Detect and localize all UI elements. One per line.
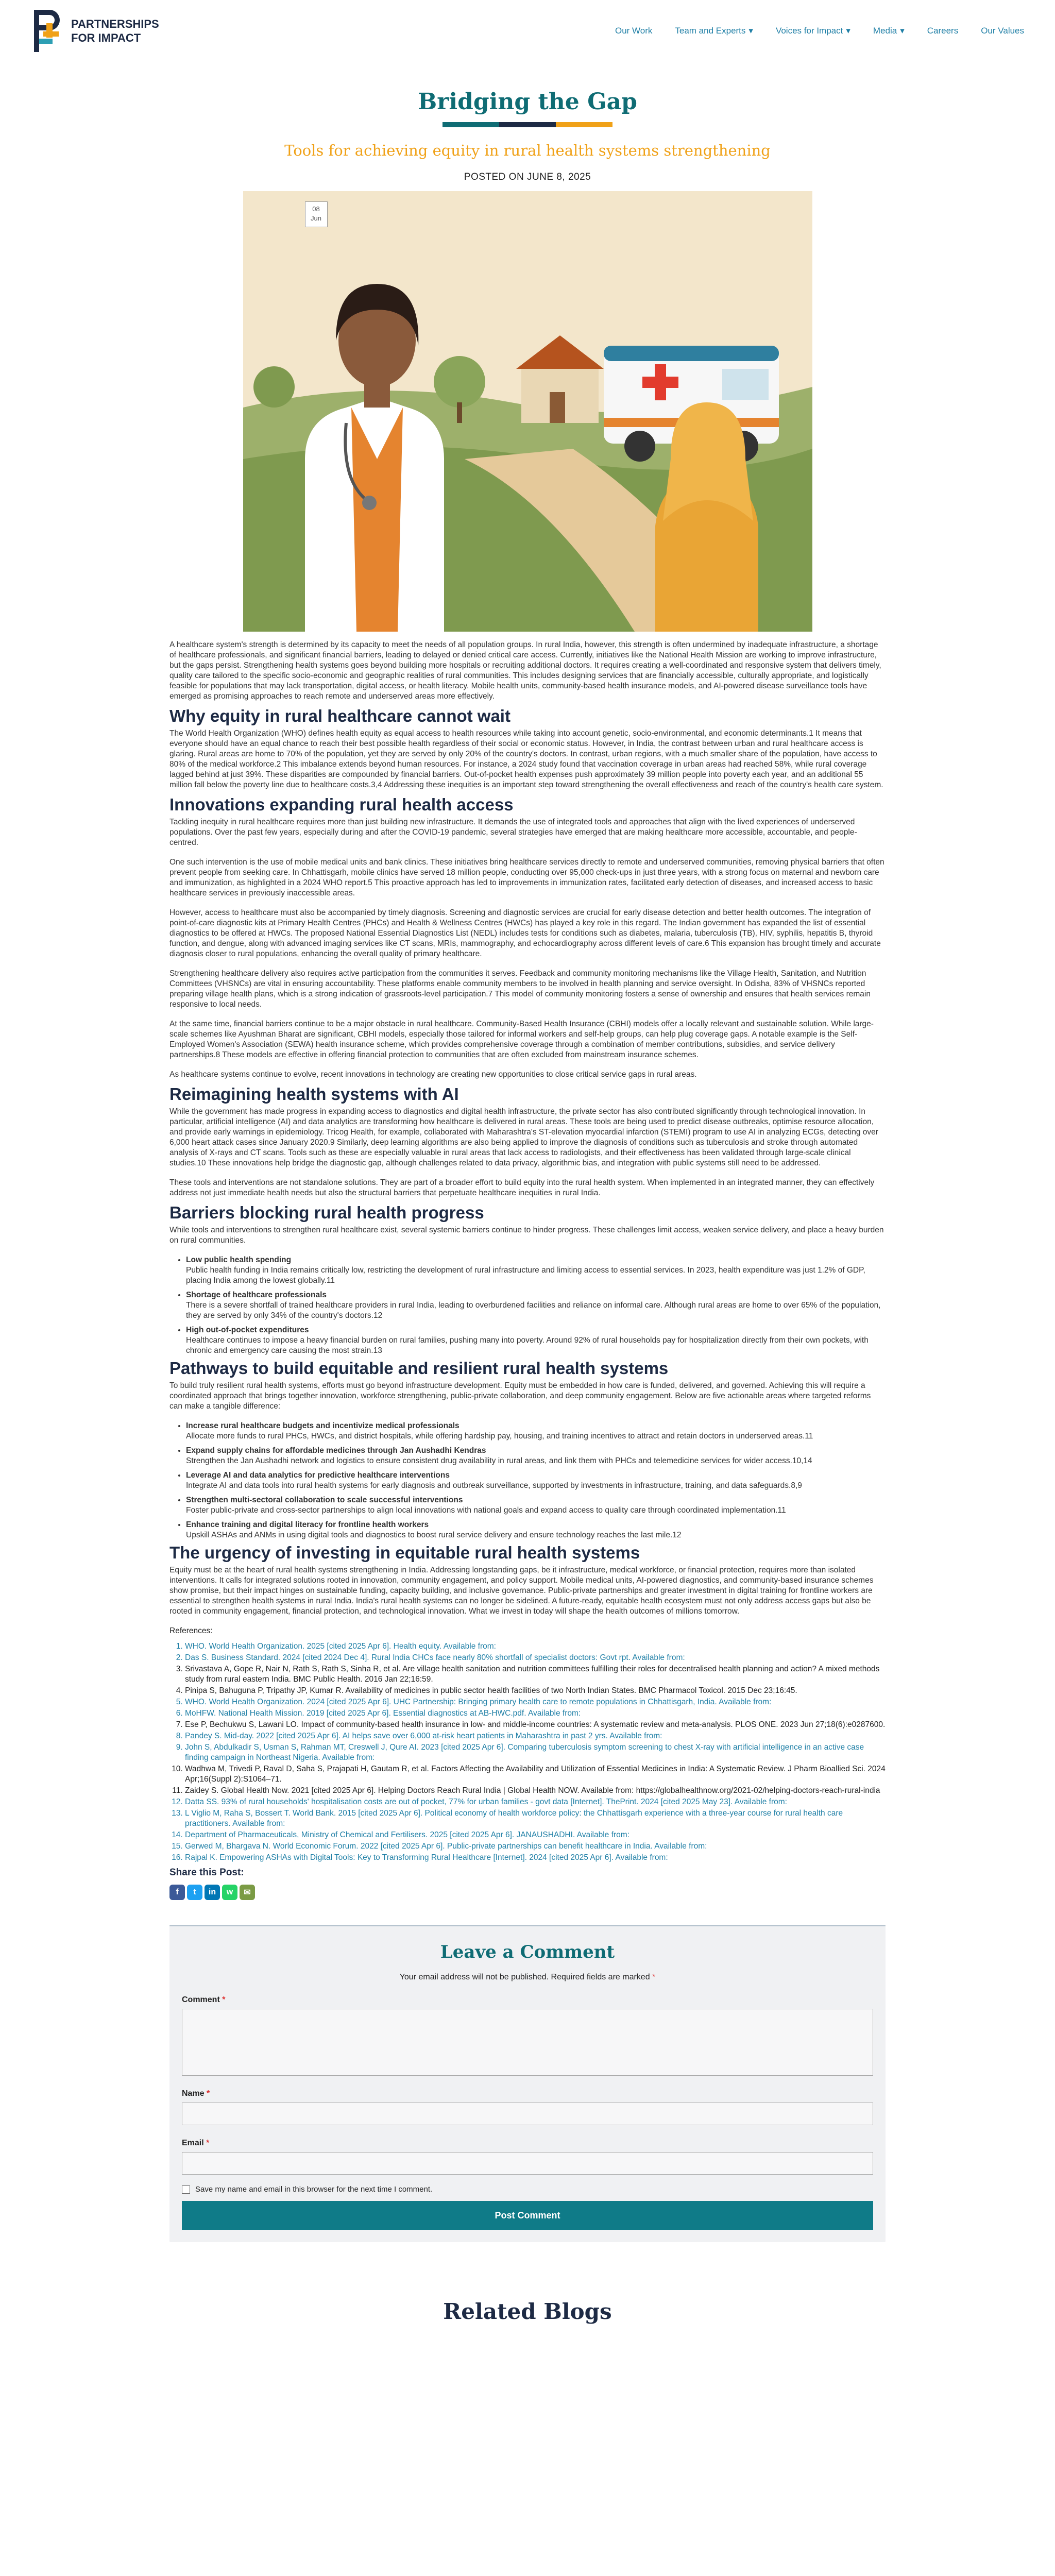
linkedin-icon[interactable]: in: [205, 1885, 220, 1900]
save-info-row: [182, 2185, 873, 2194]
list-item-title: • Low public health spending: [186, 1256, 292, 1264]
reference-item[interactable]: 12. Datta SS. 93% of rural households' hospitalisation costs are out of pocket, 77% for urban families - govt data [Internet]. ThePrint. 2024 [cited 2025 May 23]. Available from:: [185, 1797, 886, 1807]
paragraph: Strengthening healthcare delivery also requires active participation from the communities it serves. Feedback and community monitoring mechanisms like the Village Health, Sanitation, and Nutrition Committees (VHSNCs) are vital in ensuring accountability. These platforms enable community members to be involved in health planning and service oversight. In Odisha, 83% of VHSNCs reported preparing village health plans, which is a strong indication of grassroots-level participation.7 This model of community monitoring fosters a sense of ownership and ensures that health services remain responsive to local needs.: [169, 969, 871, 1009]
paragraph: As healthcare systems continue to evolve, recent innovations in technology are creating new opportunities to close critical service gaps in rural areas.: [169, 1070, 697, 1079]
date-badge-month: Jun: [311, 214, 321, 222]
name-label: [182, 2089, 873, 2098]
list-item-title: • Leverage AI and data analytics for predictive healthcare interventions: [186, 1471, 450, 1480]
rural-health-illustration: [243, 191, 812, 632]
list-item-text: Healthcare continues to impose a heavy financial burden on rural families, pushing many into poverty. Around 92% of rural households pay for hospitalization directly from their own pockets, with chronic and emergency care causing the most strain.13: [186, 1336, 869, 1355]
comment-title: Leave a Comment: [440, 1942, 615, 1962]
site-header: [0, 0, 1055, 62]
paragraph: While tools and interventions to strengthen rural healthcare exist, several systemic barriers continue to hinder progress. These challenges limit access, weaken service delivery, and place a heavy burden on rural communities.: [169, 1226, 884, 1245]
comment-form: [169, 1925, 886, 2242]
p4i-logo-icon: [31, 8, 64, 54]
list-item: [186, 1495, 886, 1516]
email-label: [182, 2139, 873, 2148]
nav-label: Voices for Impact: [775, 26, 843, 36]
list-item: [186, 1255, 886, 1286]
section-heading: Why equity in rural healthcare cannot wait: [169, 706, 511, 725]
logo-line2: FOR IMPACT: [71, 31, 141, 44]
paragraph: Tackling inequity in rural healthcare requires more than just building new infrastructure. It demands the use of integrated tools and approaches that align with the lived experiences of underserved populations. Over the past few years, especially during and after the COVID-19 pandemic, several strategies have emerged that are making healthcare more accessible, accountable, and people-centred.: [169, 818, 857, 847]
site-logo[interactable]: [31, 8, 159, 54]
list-item: [186, 1290, 886, 1321]
references: [169, 1626, 886, 1863]
article-body: [169, 640, 886, 1617]
save-info-label: Save my name and email in this browser for the next time I comment.: [195, 2185, 433, 2194]
reference-item[interactable]: 2. Das S. Business Standard. 2024 [cited 2024 Dec 4]. Rural India CHCs face nearly 80% shortfall of specialist doctors: Govt rpt. Available from:: [185, 1653, 886, 1663]
paragraph: At the same time, financial barriers continue to be a major obstacle in rural healthcare. Community-Based Health Insurance (CBHI) models offer a locally relevant and sustainable solution. While large-scale schemes like Ayushman Bharat are significant, CBHI models, especially those tailored for informal workers and self-help groups, can help plug coverage gaps. A notable example is the Self-Employed Women's Association (SEWA) health insurance scheme, which provides comprehensive coverage through a combination of member contributions, subsidies, and service delivery partnerships.8 These models are effective in offering financial protection to communities that are often excluded from mainstream insurance schemes.: [169, 1020, 874, 1059]
nav-label: Media: [873, 26, 897, 36]
list-item-title: • Strengthen multi-sectoral collaboration to scale successful interventions: [186, 1496, 463, 1504]
required-mark: *: [206, 2139, 210, 2147]
chevron-down-icon: ▾: [846, 26, 850, 36]
references-label: References:: [169, 1626, 213, 1635]
list-item: [186, 1520, 886, 1540]
date-badge: [305, 201, 328, 227]
references-list: [185, 1641, 886, 1863]
save-info-checkbox[interactable]: [182, 2185, 190, 2194]
reference-item[interactable]: 1. WHO. World Health Organization. 2025 [cited 2025 Apr 6]. Health equity. Available from:: [185, 1641, 886, 1652]
list-item: [186, 1325, 886, 1356]
comment-note: [182, 1973, 873, 1982]
barriers-list: [186, 1255, 886, 1356]
list-item-text: There is a severe shortfall of trained healthcare providers in rural India, leading to overburdened facilities and reliance on informal care. Although rural areas are home to over 65% of the population, they are served by only 34% of the country's doctors.12: [186, 1301, 881, 1320]
hero-illustration: [243, 191, 812, 632]
paragraph: However, access to healthcare must also be accompanied by timely diagnosis. Screening and diagnostic services are crucial for early disease detection and better health outcomes. The integration of point-of-care diagnostic kits at Primary Health Centres (PHCs) and Health & Wellness Centres (HWCs) has played a key role in this regard. The Indian government has expanded the list of essential diagnostics to be offered at HWCs. The proposed National Essential Diagnostics List (NEDL) includes tests for conditions such as diabetes, malaria, tuberculosis (TB), HIV, syphilis, hepatitis B, thyroid function, and dengue, along with advanced imaging services like CT scans, MRIs, mammography, and echocardiography across different levels of care.6 This expansion has brought timely and accurate diagnosis closer to rural populations, enhancing the overall quality of primary healthcare.: [169, 908, 881, 958]
nav-label: Team and Experts: [675, 26, 746, 36]
reference-item[interactable]: 16. Rajpal K. Empowering ASHAs with Digital Tools: Key to Transforming Rural Healthcare [Internet]. 2024 [cited 2025 Apr 6]. Available from:: [185, 1853, 886, 1863]
required-mark: *: [222, 1995, 226, 2004]
article-container: [169, 89, 886, 2324]
chevron-down-icon: ▾: [748, 26, 753, 36]
list-item-title: • Expand supply chains for affordable medicines through Jan Aushadhi Kendras: [186, 1446, 486, 1455]
reference-item[interactable]: 14. Department of Pharmaceuticals, Ministry of Chemical and Fertilisers. 2025 [cited 2025 Apr 6]. JANAUSHADHI. Available from:: [185, 1830, 886, 1840]
nav-label: Our Work: [615, 26, 653, 36]
list-item-text: Foster public-private and cross-sector partnerships to align local innovations with national goals and expand access to quality care through coordinated implementation.11: [186, 1506, 786, 1515]
page-subtitle: Tools for achieving equity in rural health systems strengthening: [284, 142, 771, 159]
required-mark: *: [207, 2089, 210, 2098]
list-item: [186, 1470, 886, 1491]
nav-our-values[interactable]: [981, 26, 1024, 36]
nav-team-and-experts[interactable]: [675, 26, 753, 36]
reference-item[interactable]: 13. L Viglio M, Raha S, Bossert T. World Bank. 2015 [cited 2025 Apr 6]. Political economy of health workforce policy: the Chhattisgarh experience with a three-year course for rural health care practitioners. Available from:: [185, 1808, 886, 1829]
list-item: [186, 1421, 886, 1442]
list-item-text: Strengthen the Jan Aushadhi network and logistics to ensure consistent drug availability in rural areas, and link them with PHCs and telemedicine services for wider access.10,14: [186, 1456, 812, 1465]
pathways-list: [186, 1421, 886, 1540]
list-item-text: Allocate more funds to rural PHCs, HWCs, and district hospitals, while offering hardship pay, housing, and training incentives to attract and retain doctors in underserved areas.11: [186, 1432, 813, 1440]
section-heading: The urgency of investing in equitable rural health systems: [169, 1543, 640, 1562]
paragraph: The World Health Organization (WHO) defines health equity as equal access to health resources while taking into account genetic, socio-environmental, and economic determinants.1 It means that everyone should have an equal chance to reach their best possible health regardless of their social or economic status. However, in India, the contrast between urban and rural healthcare access is glaring. Rural areas are home to 70% of the population, yet they are served by only 20% of the country's doctors. In contrast, urban regions, with a much smaller share of the population, have access to 80% of the medical workforce.2 This imbalance extends beyond human resources. For instance, a 2024 study found that vaccination coverage in urban areas had reached 58%, while rural coverage lagged behind at just 39%. These disparities are compounded by financial barriers. Out-of-pocket health expenses push approximately 39 million people into poverty each year, and an additional 55 million fall below the poverty line due to healthcare costs.3,4 Addressing these inequities is an important step toward strengthening the overall effectiveness and reach of the country's health care system.: [169, 729, 883, 789]
logo-line1: PARTNERSHIPS: [71, 18, 159, 30]
post-comment-button[interactable]: Post Comment: [182, 2201, 873, 2230]
section-heading: Innovations expanding rural health access: [169, 795, 514, 814]
share-icons: [169, 1885, 886, 1900]
reference-item: 11. Zaidey S. Global Health Now. 2021 [cited 2025 Apr 6]. Helping Doctors Reach Rural India | Global Health NOW. Available from: https://globalhealthnow.org/2021-02/helping-doctors-reach-rural-india: [185, 1786, 886, 1796]
email-icon[interactable]: ✉: [240, 1885, 255, 1900]
section-heading: Reimagining health systems with AI: [169, 1084, 459, 1104]
name-input[interactable]: [182, 2103, 873, 2125]
list-item-title: • Shortage of healthcare professionals: [186, 1291, 327, 1299]
comment-label-text: Comment: [182, 1995, 220, 2004]
reference-item[interactable]: 5. WHO. World Health Organization. 2024 [cited 2025 Apr 6]. UHC Partnership: Bringing primary health care to remote populations in Chhattisgarh, India. Available from:: [185, 1697, 886, 1707]
section-heading: Barriers blocking rural health progress: [169, 1203, 484, 1222]
list-item-text: Upskill ASHAs and ANMs in using digital tools and diagnostics to boost rural service delivery and ensure technology reaches the last mile.12: [186, 1531, 682, 1539]
paragraph: While the government has made progress in expanding access to diagnostics and digital health infrastructure, the private sector has also contributed significantly through technological innovation. In particular, artificial intelligence (AI) and data analytics are transforming how healthcare is delivered in rural areas. These tools are being used to predict disease outbreaks, optimise resource allocation, and provide early warnings in epidemiology. Tricog Health, for example, collaborated with Maharashtra's ST-elevation myocardial infarction (STEMI) program to use AI in analyzing ECGs, detecting over 6,000 heart attack cases since January 2020.9 Similarly, deep learning algorithms are also being applied to improve the diagnosis of conditions such as tuberculosis and stroke through automated analysis of X-rays and CT scans. Tools such as these are especially valuable in rural areas that lack access to radiologists, and their effectiveness has been validated through large-scale clinical studies.10 These innovations help bridge the diagnostic gap, although challenges related to data privacy, algorithmic bias, and integration with public systems still need to be addressed.: [169, 1107, 878, 1167]
whatsapp-icon[interactable]: w: [222, 1885, 237, 1900]
required-mark: *: [652, 1973, 656, 1981]
section-heading: Pathways to build equitable and resilient rural health systems: [169, 1359, 669, 1378]
reference-item: 7. Ese P, Bechukwu S, Lawani LO. Impact of community-based health insurance in low- and middle-income countries: A systematic review and meta-analysis. PLOS ONE. 2023 Jun 27;18(6):e0287600.: [185, 1720, 886, 1730]
reference-item: 4. Pinipa S, Bahuguna P, Tripathy JP, Kumar R. Availability of medicines in public sector health facilities of two North Indian States. BMC Pharmacol Toxicol. 2015 Dec 23;16:45.: [185, 1686, 886, 1696]
nav-media[interactable]: [873, 26, 905, 36]
list-item-text: Public health funding in India remains critically low, restricting the development of rural infrastructure and limiting access to essential services. In 2023, health expenditure was just 1.2% of GDP, placing India among the lowest globally.11: [186, 1266, 865, 1285]
intro-paragraph: A healthcare system's strength is determined by its capacity to meet the needs of all population groups. In rural India, however, this strength is often undermined by inadequate infrastructure, a shortage of healthcare professionals, and significant financial barriers, leading to delayed or denied critical care access. Currently, initiatives like the National Health Mission are working to improve infrastructure, but the gaps persist. Strengthening health systems goes beyond building more hospitals or recruiting additional doctors. It requires creating a well-coordinated and responsive system that delivers timely, quality care tailored to the specific socio-economic and geographic realities of rural communities. This includes designing services that are financially accessible, culturally appropriate, and logistically feasible for populations that may lack transportation, digital access, or health literacy. Mobile health units, community-based health insurance models, and AI-powered disease surveillance tools have emerged as promising approaches to reach remote and underserved areas more effectively.: [169, 640, 881, 701]
list-item-title: • Enhance training and digital literacy for frontline health workers: [186, 1520, 429, 1529]
related-blogs-title: Related Blogs: [443, 2299, 612, 2324]
reference-item[interactable]: 9. John S, Abdulkadir S, Usman S, Rahman MT, Creswell J, Qure AI. 2023 [cited 2025 Apr 6]. Comparing tuberculosis symptom screening to chest X-ray with artificial intelligence in an active case finding campaign in Northeast Nigeria. Available from:: [185, 1742, 886, 1763]
list-item-text: Integrate AI and data tools into rural health systems for early diagnosis and outbreak surveillance, supported by investments in infrastructure, training, and data safeguards.8,9: [186, 1481, 802, 1490]
nav-label: Careers: [927, 26, 959, 36]
posted-date: POSTED ON JUNE 8, 2025: [464, 172, 591, 182]
share-label: Share this Post:: [169, 1867, 244, 1878]
name-label-text: Name: [182, 2089, 205, 2098]
title-underline: [169, 122, 886, 127]
nav-label: Our Values: [981, 26, 1024, 36]
chevron-down-icon: ▾: [900, 26, 905, 36]
comment-textarea[interactable]: [182, 2009, 873, 2076]
email-input[interactable]: [182, 2152, 873, 2175]
paragraph: To build truly resilient rural health systems, efforts must go beyond infrastructure development. Equity must be embedded in how care is funded, delivered, and governed. Achieving this will require a coordinated approach that brings together innovation, workforce strengthening, public-private collaboration, and deep community engagement. Below are five actionable areas where targeted reforms can make a tangible difference:: [169, 1381, 871, 1411]
nav-careers[interactable]: [927, 26, 958, 36]
nav-our-work[interactable]: [615, 26, 652, 36]
facebook-icon[interactable]: f: [169, 1885, 185, 1900]
paragraph: Equity must be at the heart of rural health systems strengthening in India. Addressing longstanding gaps, be it infrastructure, medical workforce, or financial protection, requires more than isolated interventions. It calls for integrated solutions rooted in innovation, community engagement, and policy support. Mobile medical units, AI-powered diagnostics, and community-based insurance schemes show promise, but their impact hinges on sustainable funding, capacity building, and inclusive governance. Public-private partnerships and greater investment in digital training for frontline workers are essential to strengthen health systems in rural India. India's rural health systems can no longer be sidelined. A future-ready, equitable health ecosystem must not only address access gaps but also be rooted in community engagement, financial protection, and technological innovation. What we invest in today will shape the health outcomes of millions tomorrow.: [169, 1566, 874, 1616]
reference-item: 10. Wadhwa M, Trivedi P, Raval D, Saha S, Prajapati H, Gautam R, et al. Factors Affecting the Availability and Utilization of Essential Medicines in India: A Systematic Review. J Pharm Bioallied Sci. 2024 Apr;16(Suppl 2):S1064–71.: [185, 1764, 886, 1785]
list-item: [186, 1446, 886, 1466]
list-item-title: • Increase rural healthcare budgets and incentivize medical professionals: [186, 1421, 460, 1430]
email-label-text: Email: [182, 2139, 204, 2147]
reference-item[interactable]: 8. Pandey S. Mid-day. 2022 [cited 2025 Apr 6]. AI helps save over 6,000 at-risk heart patients in Maharashtra in past 2 yrs. Available from:: [185, 1731, 886, 1741]
date-badge-day: 08: [312, 205, 320, 213]
nav-voices-for-impact[interactable]: [776, 26, 850, 36]
comment-label: [182, 1995, 873, 2005]
main-nav: [615, 26, 1024, 36]
twitter-icon[interactable]: t: [187, 1885, 202, 1900]
comment-note-text: Your email address will not be published. Required fields are marked: [399, 1973, 650, 1981]
reference-item: 3. Srivastava A, Gope R, Nair N, Rath S, Rath S, Sinha R, et al. Are village health sanitation and nutrition committees fulfilling their roles for decentralised health planning and action? A mixed methods study from rural eastern India. BMC Public Health. 2016 Jan 22;16:59.: [185, 1664, 886, 1685]
paragraph: These tools and interventions are not standalone solutions. They are part of a broader effort to build equity into the rural health system. When implemented in an integrated manner, they can effectively address not just immediate health needs but also the structural barriers that perpetuate healthcare inequities in rural India.: [169, 1178, 875, 1197]
paragraph: One such intervention is the use of mobile medical units and bank clinics. These initiatives bring healthcare services directly to remote and underserved communities, removing physical barriers that often prevent people from seeking care. In Chhattisgarh, mobile clinics have served 18 million people, conducting over 95,000 check-ups in just three years, with a strong focus on maternal and newborn care and immunization, as highlighted in a 2024 WHO report.5 This proactive approach has led to improvements in immunization rates, facilitated early detection of diseases, and increased access to basic healthcare services in previously inaccessible areas.: [169, 858, 884, 897]
list-item-title: • High out-of-pocket expenditures: [186, 1326, 309, 1334]
reference-item[interactable]: 6. MoHFW. National Health Mission. 2019 [cited 2025 Apr 6]. Essential diagnostics at AB-HWC.pdf. Available from:: [185, 1708, 886, 1719]
reference-item[interactable]: 15. Gerwed M, Bhargava N. World Economic Forum. 2022 [cited 2025 Apr 6]. Public-private partnerships can benefit healthcare in India. Available from:: [185, 1841, 886, 1852]
page-title: Bridging the Gap: [418, 89, 637, 115]
